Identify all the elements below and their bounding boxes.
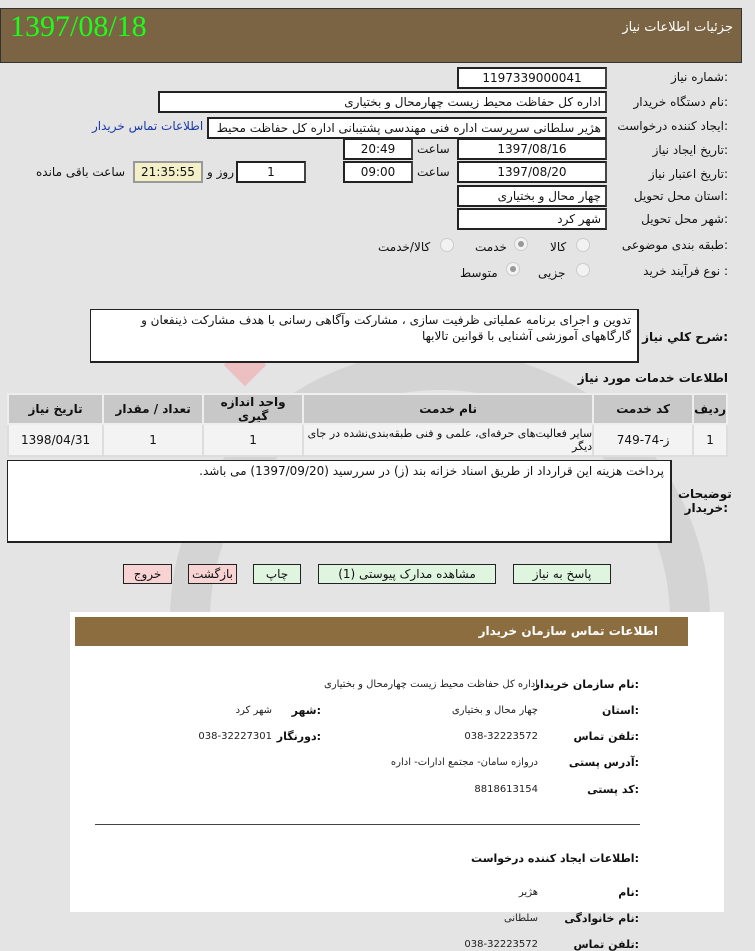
buyer-contact-link[interactable]: اطلاعات تماس خریدار bbox=[92, 119, 204, 133]
process-minor-label: جزیی bbox=[538, 266, 566, 280]
cell-code: ز-74-749 bbox=[593, 424, 693, 456]
cell-qty: 1 bbox=[103, 424, 203, 456]
col-unit: واحد اندازه گیری bbox=[203, 394, 303, 424]
phone-label: تلفن تماس: bbox=[573, 730, 639, 743]
remaining-label: ساعت باقی مانده bbox=[36, 165, 126, 179]
remaining-time: 21:35:55 bbox=[133, 161, 203, 183]
city-value: شهر کرد bbox=[235, 705, 272, 716]
postal-value: 8818613154 bbox=[474, 784, 538, 795]
process-radio-minor[interactable] bbox=[576, 263, 590, 277]
process-label: نوع فرآیند خرید : bbox=[643, 264, 728, 278]
col-code: کد خدمت bbox=[593, 394, 693, 424]
back-button[interactable]: بازگشت bbox=[188, 564, 237, 584]
description-label: شرح کلي نياز: bbox=[642, 330, 728, 344]
valid-time-field[interactable]: 09:00 bbox=[343, 161, 413, 183]
postal-label: کد پستی: bbox=[587, 783, 639, 796]
valid-time-label: ساعت bbox=[417, 165, 450, 179]
fax-label: دورنگار: bbox=[276, 730, 321, 743]
creator-phone-value: 038-32223572 bbox=[464, 939, 538, 950]
services-table bbox=[7, 393, 728, 457]
cell-date: 1398/04/31 bbox=[8, 424, 103, 456]
table-header-row bbox=[8, 394, 727, 424]
header-date: 1397/08/18 bbox=[10, 10, 147, 43]
province-value: چهار محال و بختیاری bbox=[451, 705, 538, 716]
contact-panel-title: اطلاعات تماس سازمان خریدار bbox=[75, 617, 688, 646]
created-time-label: ساعت bbox=[417, 142, 450, 156]
category-radio-goods[interactable] bbox=[576, 238, 590, 252]
org-label: نام سازمان خریدار: bbox=[533, 678, 639, 691]
creator-info-title: اطلاعات ایجاد کننده درخواست: bbox=[471, 852, 639, 865]
notes-textarea[interactable]: پرداخت هزینه این قرارداد از طریق اسناد خزانه بند (ز) در سررسید (1397/09/20) می باشد. bbox=[7, 460, 672, 543]
table-row bbox=[8, 424, 727, 456]
category-goods-service-label: کالا/خدمت bbox=[378, 240, 431, 254]
col-name: نام خدمت bbox=[303, 394, 593, 424]
days-field[interactable]: 1 bbox=[236, 161, 306, 183]
creator-family-label: نام خانوادگی: bbox=[564, 912, 639, 925]
valid-date-label: تاریخ اعتبار نیاز: bbox=[648, 167, 728, 181]
creator-name-value: هژیر bbox=[518, 887, 538, 898]
print-button[interactable]: چاپ bbox=[253, 564, 301, 584]
created-time-field[interactable]: 20:49 bbox=[343, 138, 413, 160]
creator-family-value: سلطانی bbox=[503, 913, 538, 924]
description-textarea[interactable]: تدوین و اجرای برنامه عملیاتی ظرفیت سازی ، مشارکت وآگاهی رسانی با هدف مشارکت ذینفعان و گارگاههای آموزشی آشنایی با قوانین تالابها bbox=[90, 309, 639, 363]
province-label: استان: bbox=[601, 704, 639, 717]
province-field[interactable]: چهار محال و بختیاری bbox=[457, 185, 607, 207]
process-medium-label: متوسط bbox=[460, 266, 498, 280]
notes-label: توضیحات خریدار: bbox=[678, 487, 732, 515]
cell-name: سایر فعالیت‌های حرفه‌ای، علمی و فنی طبقه‌بندی‌نشده در جای دیگر bbox=[303, 424, 593, 456]
category-label: طبقه بندی موضوعی: bbox=[621, 238, 728, 252]
reply-button[interactable]: پاسخ به نیاز bbox=[513, 564, 611, 584]
process-radio-medium[interactable] bbox=[506, 262, 520, 276]
fax-value: 038-32227301 bbox=[198, 731, 272, 742]
col-row: ردیف bbox=[693, 394, 727, 424]
col-qty: تعداد / مقدار bbox=[103, 394, 203, 424]
buyer-field[interactable]: اداره کل حفاظت محیط زیست چهارمحال و بختیاری bbox=[158, 91, 607, 113]
creator-field[interactable]: هژیر سلطانی سرپرست اداره فنی مهندسی پشتیبانی اداره کل حفاظت محیط bbox=[207, 117, 607, 139]
city-field[interactable]: شهر کرد bbox=[457, 208, 607, 230]
divider bbox=[95, 824, 640, 825]
buyer-label: نام دستگاه خریدار: bbox=[633, 95, 728, 109]
address-value: دروازه سامان- مجتمع ادارات- اداره bbox=[390, 757, 538, 768]
category-radio-service[interactable] bbox=[514, 237, 528, 251]
city-label: شهر محل تحویل: bbox=[641, 212, 728, 226]
category-goods-label: کالا bbox=[550, 240, 567, 254]
services-title: اطلاعات خدمات مورد نیاز bbox=[577, 371, 728, 385]
address-label: آدرس پستی: bbox=[568, 756, 639, 769]
category-radio-goods-service[interactable] bbox=[440, 238, 454, 252]
creator-label: ایجاد کننده درخواست: bbox=[617, 119, 728, 133]
page-title: جزئیات اطلاعات نیاز bbox=[622, 20, 733, 35]
col-date: تاریخ نیاز bbox=[8, 394, 103, 424]
need-number-field[interactable]: 1197339000041 bbox=[457, 67, 607, 89]
created-date-label: تاریخ ایجاد نیاز: bbox=[652, 143, 728, 157]
exit-button[interactable]: خروج bbox=[123, 564, 172, 584]
valid-date-field[interactable]: 1397/08/20 bbox=[457, 161, 607, 183]
city-label: شهر: bbox=[291, 704, 321, 717]
creator-phone-label: تلفن تماس: bbox=[573, 938, 639, 951]
cell-row: 1 bbox=[693, 424, 727, 456]
days-label: روز و bbox=[207, 165, 234, 179]
phone-value: 038-32223572 bbox=[464, 731, 538, 742]
attachments-button[interactable]: مشاهده مدارک پیوستی (1) bbox=[318, 564, 496, 584]
cell-unit: 1 bbox=[203, 424, 303, 456]
created-date-field[interactable]: 1397/08/16 bbox=[457, 138, 607, 160]
org-value: اداره کل حفاظت محیط زیست چهارمحال و بختیاری bbox=[324, 679, 538, 690]
creator-name-label: نام: bbox=[618, 886, 639, 899]
category-service-label: خدمت bbox=[475, 240, 507, 254]
province-label: استان محل تحویل: bbox=[633, 189, 728, 203]
need-number-label: شماره نیاز: bbox=[670, 70, 728, 84]
